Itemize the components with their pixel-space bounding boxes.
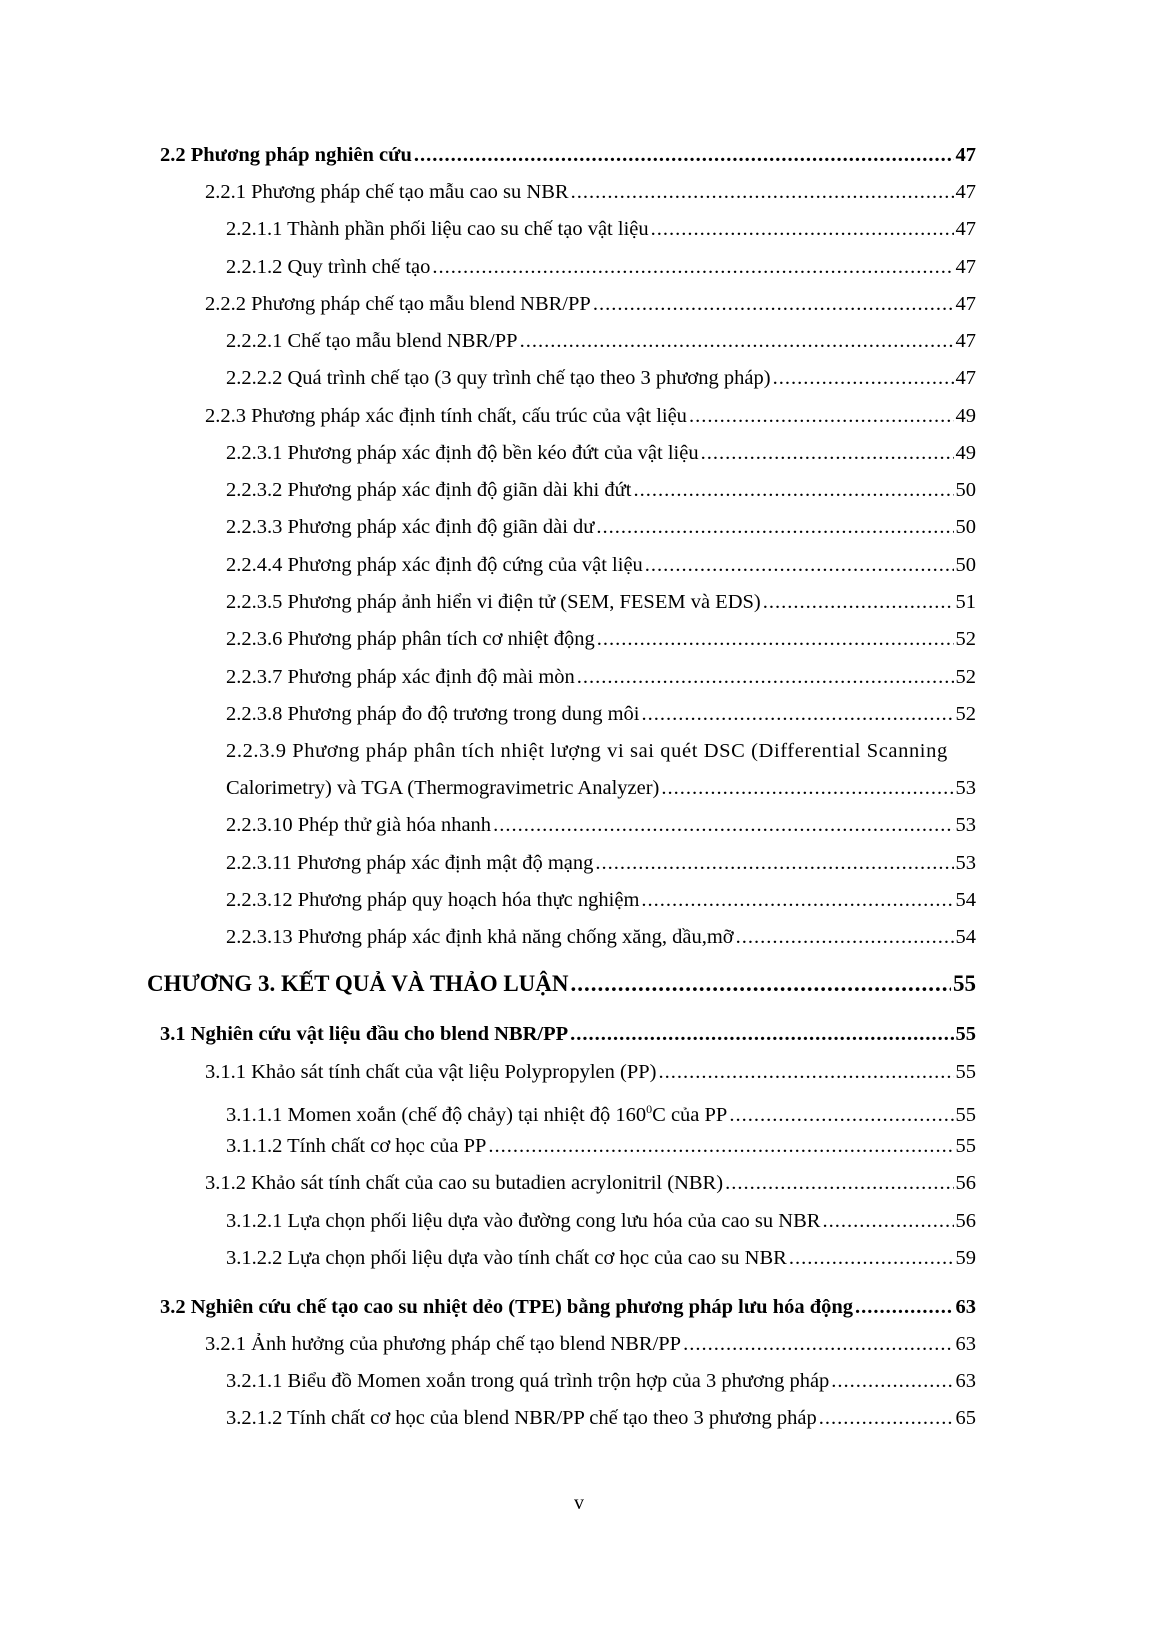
toc-entry-title: 2.2.3.10 Phép thử già hóa nhanh	[226, 814, 492, 836]
toc-entry-page: 63	[955, 1370, 976, 1392]
toc-entry[interactable]	[205, 179, 976, 205]
toc-leader-dots	[414, 142, 954, 168]
toc-entry-title: 2.2.4.4 Phương pháp xác định độ cứng của vật liệu	[226, 554, 643, 576]
toc-entry-title: 3.2.1 Ảnh hưởng của phương pháp chế tạo blend NBR/PP	[205, 1333, 682, 1355]
toc-entry-title: 3.2.1.2 Tính chất cơ học của blend NBR/PP chế tạo theo 3 phương pháp	[226, 1407, 817, 1429]
toc-entry[interactable]	[160, 142, 976, 168]
toc-entry[interactable]	[226, 626, 976, 652]
toc-leader-dots	[571, 971, 951, 997]
toc-leader-dots	[789, 1245, 954, 1271]
toc-entry-title-part: C của PP	[652, 1103, 728, 1126]
toc-entry-title: 2.2.2.2 Quá trình chế tạo (3 quy trình chế tạo theo 3 phương pháp)	[226, 367, 771, 389]
toc-entry-page: 54	[955, 889, 976, 911]
toc-entry-title: Calorimetry) và TGA (Thermogravimetric Analyzer)	[226, 777, 660, 799]
toc-entry[interactable]	[226, 812, 976, 838]
toc-entry[interactable]	[226, 477, 976, 503]
toc-entry-title: 2.2.3.5 Phương pháp ảnh hiển vi điện tử (SEM, FESEM và EDS)	[226, 591, 761, 613]
toc-entry[interactable]	[226, 775, 976, 801]
toc-leader-dots	[855, 1294, 953, 1320]
toc-entry[interactable]	[226, 1368, 976, 1394]
toc-entry[interactable]	[226, 216, 976, 242]
toc-entry-title: 3.1.2.1 Lựa chọn phối liệu dựa vào đường cong lưu hóa của cao su NBR	[226, 1210, 821, 1232]
toc-entry[interactable]	[205, 403, 976, 429]
toc-entry-page: 47	[955, 330, 976, 352]
toc-leader-dots	[520, 328, 954, 354]
toc-leader-dots	[773, 365, 954, 391]
toc-entry-title: 2.2.1.1 Thành phần phối liệu cao su chế tạo vật liệu	[226, 218, 649, 240]
toc-entry-page: 56	[955, 1172, 976, 1194]
toc-leader-dots	[577, 664, 954, 690]
toc-entry-page: 63	[955, 1296, 976, 1318]
toc-entry[interactable]	[226, 664, 976, 690]
toc-leader-dots	[645, 552, 954, 578]
toc-entry-page: 53	[955, 777, 976, 799]
toc-entry-title: 2.2.3.13 Phương pháp xác định khả năng chống xăng, dầu,mỡ	[226, 926, 734, 948]
toc-entry[interactable]	[226, 552, 976, 578]
toc-leader-dots	[763, 589, 954, 615]
toc-entry-page: 47	[955, 256, 976, 278]
toc-entry-title: 2.2.3.12 Phương pháp quy hoạch hóa thực nghiệm	[226, 889, 640, 911]
toc-entry-page: 59	[955, 1247, 976, 1269]
toc-leader-dots	[432, 254, 953, 280]
toc-entry-page: 47	[955, 367, 976, 389]
toc-entry[interactable]	[205, 1170, 976, 1196]
toc-entry[interactable]	[205, 1059, 976, 1085]
toc-entry[interactable]	[226, 924, 976, 950]
toc-leader-dots	[570, 1021, 953, 1047]
toc-entry-title: 2.2.2.1 Chế tạo mẫu blend NBR/PP	[226, 330, 518, 352]
toc-leader-dots	[659, 1059, 954, 1085]
toc-leader-dots	[822, 1208, 953, 1234]
toc-leader-dots	[736, 924, 954, 950]
toc-entry-page: 47	[955, 218, 976, 240]
toc-entry-page: 47	[955, 181, 976, 203]
toc-leader-dots	[725, 1170, 953, 1196]
toc-entry[interactable]	[226, 850, 976, 876]
toc-entry[interactable]	[205, 1331, 976, 1357]
toc-entry-title: 2.2.3 Phương pháp xác định tính chất, cấu trúc của vật liệu	[205, 405, 687, 427]
toc-entry-page: 55	[955, 1103, 976, 1126]
toc-entry-page: 49	[955, 442, 976, 464]
toc-entry-page: 51	[955, 591, 976, 613]
toc-entry-title: 2.2 Phương pháp nghiên cứu	[160, 144, 412, 166]
toc-entry-page: 55	[955, 1061, 976, 1083]
toc-entry[interactable]	[160, 1294, 976, 1320]
toc-leader-dots	[689, 403, 954, 429]
toc-entry[interactable]	[226, 254, 976, 280]
toc-leader-dots	[595, 850, 953, 876]
toc-entry[interactable]	[226, 1133, 976, 1159]
degree-superscript: 0	[646, 1102, 653, 1116]
toc-entry-page: 55	[955, 1135, 976, 1157]
toc-entry-page: 63	[955, 1333, 976, 1355]
toc-entry-page: 56	[955, 1210, 976, 1232]
toc-entry-title: 3.1.2 Khảo sát tính chất của cao su butadien acrylonitril (NBR)	[205, 1172, 724, 1194]
toc-entry-title: 2.2.3.8 Phương pháp đo độ trương trong dung môi	[226, 703, 640, 725]
toc-entry[interactable]	[226, 589, 976, 615]
toc-leader-dots	[493, 812, 953, 838]
toc-entry-title: 2.2.3.1 Phương pháp xác định độ bền kéo đứt của vật liệu	[226, 442, 699, 464]
toc-entry-title: 2.2.1.2 Quy trình chế tạo	[226, 256, 431, 278]
toc-entry-page: 52	[955, 628, 976, 650]
toc-entry-page: 55	[953, 971, 976, 996]
toc-entry[interactable]	[205, 291, 976, 317]
toc-leader-dots	[633, 477, 953, 503]
toc-entry-title: 2.2.2 Phương pháp chế tạo mẫu blend NBR/PP	[205, 293, 591, 315]
toc-entry-title: 2.2.1 Phương pháp chế tạo mẫu cao su NBR	[205, 181, 569, 203]
toc-entry-page: 55	[955, 1023, 976, 1045]
toc-entry-title: 3.2.1.1 Biểu đồ Momen xoắn trong quá trình trộn hợp của 3 phương pháp	[226, 1370, 830, 1392]
toc-entry-title: 2.2.3.11 Phương pháp xác định mật độ mạng	[226, 852, 594, 874]
toc-entry[interactable]	[226, 328, 976, 354]
toc-entry-page: 52	[955, 666, 976, 688]
toc-entry-title: 3.1.1.2 Tính chất cơ học của PP	[226, 1135, 487, 1157]
toc-entry[interactable]	[226, 440, 976, 466]
toc-entry-title-line1[interactable]: 2.2.3.9 Phương pháp phân tích nhiệt lượng vi sai quét DSC (Differential Scanning	[226, 740, 948, 762]
toc-leader-dots	[571, 179, 954, 205]
toc-leader-dots	[701, 440, 954, 466]
toc-entry-title: 2.2.3.2 Phương pháp xác định độ giãn dài khi đứt	[226, 479, 632, 501]
toc-leader-dots	[819, 1405, 954, 1431]
toc-entry[interactable]	[226, 1405, 976, 1431]
toc-entry-title: 3.1 Nghiên cứu vật liệu đầu cho blend NBR/PP	[160, 1023, 569, 1045]
toc-entry[interactable]	[226, 887, 976, 913]
toc-entry-page: 65	[955, 1407, 976, 1429]
toc-entry[interactable]	[226, 514, 976, 540]
toc-entry-title: 3.1.1 Khảo sát tính chất của vật liệu Polypropylen (PP)	[205, 1061, 657, 1083]
toc-entry-title: CHƯƠNG 3. KẾT QUẢ VÀ THẢO LUẬN	[147, 971, 569, 996]
toc-entry[interactable]	[160, 1021, 976, 1047]
toc-entry[interactable]	[226, 1245, 976, 1271]
toc-entry-page: 47	[955, 293, 976, 315]
toc-entry-title: 2.2.3.3 Phương pháp xác định độ giãn dài dư	[226, 516, 595, 538]
toc-entry[interactable]	[226, 701, 976, 727]
toc-entry-title: 3.2 Nghiên cứu chế tạo cao su nhiệt dẻo (TPE) bằng phương pháp lưu hóa động	[160, 1296, 854, 1318]
toc-entry-title	[226, 1096, 727, 1128]
toc-entry-title-part: 3.1.1.1 Momen xoắn (chế độ chảy) tại nhiệt độ 160	[226, 1103, 647, 1126]
toc-leader-dots	[831, 1368, 953, 1394]
toc-entry-page: 47	[955, 144, 976, 166]
toc-leader-dots	[488, 1133, 953, 1159]
toc-leader-dots	[729, 1102, 953, 1128]
toc-entry-page: 54	[955, 926, 976, 948]
toc-leader-dots	[683, 1331, 953, 1357]
toc-entry-page: 53	[955, 852, 976, 874]
toc-entry[interactable]	[226, 365, 976, 391]
toc-leader-dots	[641, 701, 953, 727]
toc-entry[interactable]	[226, 1096, 976, 1128]
toc-entry-page: 52	[955, 703, 976, 725]
toc-entry-page: 50	[955, 554, 976, 576]
toc-entry-page: 49	[955, 405, 976, 427]
toc-entry-page: 50	[955, 516, 976, 538]
toc-leader-dots	[651, 216, 954, 242]
toc-entry-title: 2.2.3.7 Phương pháp xác định độ mài mòn	[226, 666, 575, 688]
toc-chapter-entry[interactable]	[147, 971, 976, 997]
toc-entry-page: 50	[955, 479, 976, 501]
toc-leader-dots	[593, 291, 954, 317]
toc-leader-dots	[597, 626, 954, 652]
toc-entry-title: 3.1.2.2 Lựa chọn phối liệu dựa vào tính chất cơ học của cao su NBR	[226, 1247, 787, 1269]
toc-entry-title: 2.2.3.6 Phương pháp phân tích cơ nhiệt động	[226, 628, 595, 650]
toc-leader-dots	[661, 775, 953, 801]
page-number: v	[574, 1492, 584, 1514]
toc-entry[interactable]	[226, 1208, 976, 1234]
toc-leader-dots	[641, 887, 953, 913]
toc-leader-dots	[596, 514, 953, 540]
toc-entry-page: 53	[955, 814, 976, 836]
